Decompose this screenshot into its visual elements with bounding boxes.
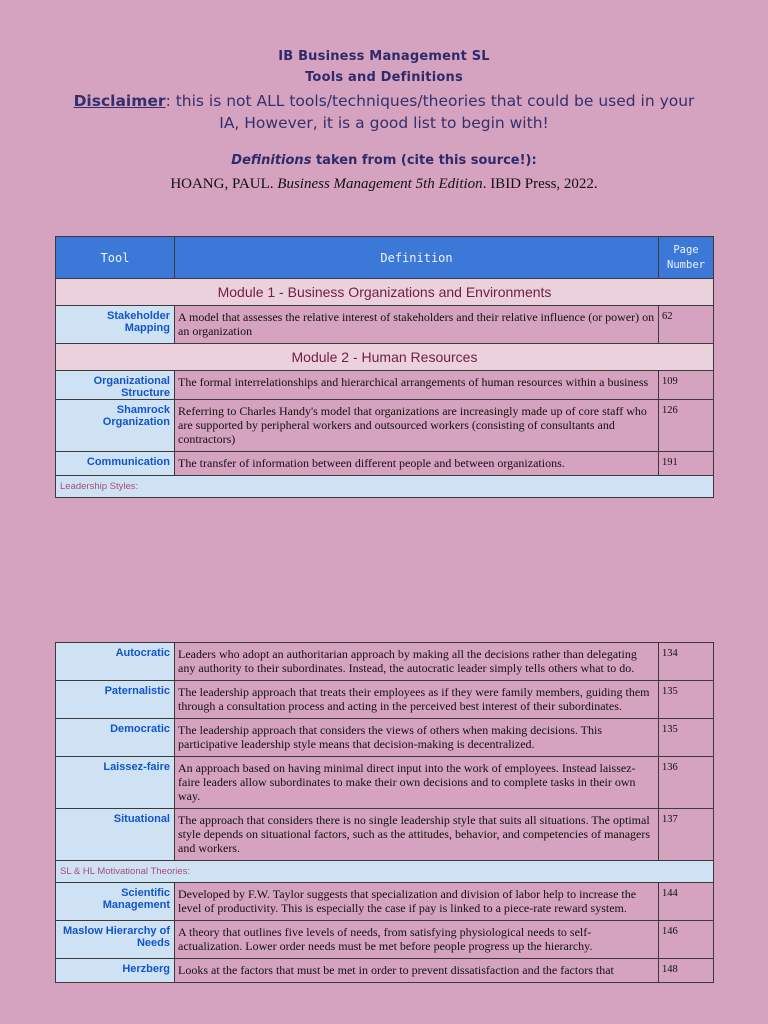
tool-definition: The approach that considers there is no single leadership style that suits all situations. The optimal style depends on situational factors, such as the attitudes, behavior, and competencies of managers and workers. xyxy=(175,809,659,861)
header-definition: Definition xyxy=(175,237,659,279)
table-row xyxy=(56,306,714,344)
tool-name: Maslow Hierarchy of Needs xyxy=(56,921,175,959)
disclaimer xyxy=(64,90,704,134)
tool-definition: The leadership approach that treats their employees as if they were family members, guiding them through a consultation process and acting in the perceived best interest of their subordinates. xyxy=(175,681,659,719)
page-number: 134 xyxy=(659,643,714,681)
module-1-title: Module 1 - Business Organizations and Environments xyxy=(56,279,714,306)
section-row xyxy=(56,861,714,883)
table-row xyxy=(56,883,714,921)
table-row xyxy=(56,371,714,400)
table-row xyxy=(56,959,714,983)
motivational-theories-label: SL & HL Motivational Theories: xyxy=(56,861,714,883)
module-row xyxy=(56,344,714,371)
page-number: 148 xyxy=(659,959,714,983)
tool-name: Organizational Structure xyxy=(56,371,175,400)
page-number: 146 xyxy=(659,921,714,959)
page-number: 126 xyxy=(659,400,714,452)
tool-name: Stakeholder Mapping xyxy=(56,306,175,344)
tool-definition: Looks at the factors that must be met in order to prevent dissatisfaction and the factors that xyxy=(175,959,659,983)
page-number: 62 xyxy=(659,306,714,344)
tool-name: Shamrock Organization xyxy=(56,400,175,452)
tool-definition: An approach based on having minimal direct input into the work of employees. Instead laissez-faire leaders allow subordinates to make their own decisions and to complete tasks in their own way. xyxy=(175,757,659,809)
table-row xyxy=(56,681,714,719)
tool-name: Scientific Management xyxy=(56,883,175,921)
table-row xyxy=(56,719,714,757)
tool-name: Communication xyxy=(56,452,175,476)
page-number: 136 xyxy=(659,757,714,809)
table-row xyxy=(56,452,714,476)
citation-author: HOANG, PAUL. xyxy=(170,176,278,192)
tool-definition: The leadership approach that considers the views of others when making decisions. This participative leadership style means that decision-making is decentralized. xyxy=(175,719,659,757)
leadership-styles-label: Leadership Styles: xyxy=(56,476,714,498)
table-row xyxy=(56,921,714,959)
disclaimer-label: Disclaimer xyxy=(73,92,166,110)
tool-name: Laissez-faire xyxy=(56,757,175,809)
tool-name: Democratic xyxy=(56,719,175,757)
document-header xyxy=(0,46,768,194)
document-subtitle: Tools and Definitions xyxy=(305,70,463,85)
header-page-number: Page Number xyxy=(659,237,714,279)
tool-definition: Developed by F.W. Taylor suggests that specialization and division of labor help to increase the level of productivity. This is especially the case if pay is linked to a piece-rate reward system. xyxy=(175,883,659,921)
tool-definition: A theory that outlines five levels of needs, from satisfying physiological needs to self-actualization. Lower order needs must be met before people progress up the hierarchy. xyxy=(175,921,659,959)
module-2-title: Module 2 - Human Resources xyxy=(56,344,714,371)
section-row xyxy=(56,476,714,498)
citation-rest: . IBID Press, 2022. xyxy=(482,176,598,192)
page-number: 109 xyxy=(659,371,714,400)
module-row xyxy=(56,279,714,306)
tool-name: Situational xyxy=(56,809,175,861)
tool-name: Herzberg xyxy=(56,959,175,983)
tool-name: Paternalistic xyxy=(56,681,175,719)
table-header-row xyxy=(56,237,714,279)
table-row xyxy=(56,757,714,809)
header-tool: Tool xyxy=(56,237,175,279)
page-number: 191 xyxy=(659,452,714,476)
table-row xyxy=(56,643,714,681)
page-number: 135 xyxy=(659,719,714,757)
tool-definition: Leaders who adopt an authoritarian approach by making all the decisions rather than delegating any authority to their subordinates. Instead, the autocratic leader simply tells others what to do. xyxy=(175,643,659,681)
table-row xyxy=(56,809,714,861)
page-number: 137 xyxy=(659,809,714,861)
tool-definition: The transfer of information between different people and between organizations. xyxy=(175,452,659,476)
page-number: 144 xyxy=(659,883,714,921)
definitions-rest: taken from (cite this source!): xyxy=(311,153,537,168)
citation xyxy=(0,174,768,194)
definitions-word: Definitions xyxy=(231,153,312,168)
tool-definition: Referring to Charles Handy's model that organizations are increasingly made up of core staff who are supported by peripheral workers and outsourced workers (consisting of consultants and contractors) xyxy=(175,400,659,452)
tools-table xyxy=(55,236,714,498)
document-title: IB Business Management SL xyxy=(278,49,490,64)
citation-title: Business Management 5th Edition xyxy=(277,176,483,192)
table-row xyxy=(56,400,714,452)
tool-definition: A model that assesses the relative interest of stakeholders and their relative influence (or power) on an organization xyxy=(175,306,659,344)
tool-definition: The formal interrelationships and hierarchical arrangements of human resources within a business xyxy=(175,371,659,400)
definitions-source-line xyxy=(0,152,768,170)
page-number: 135 xyxy=(659,681,714,719)
disclaimer-text: : this is not ALL tools/techniques/theories that could be used in your IA, However, it is a good list to begin with! xyxy=(165,92,695,132)
tools-table-continued xyxy=(55,642,714,983)
tool-name: Autocratic xyxy=(56,643,175,681)
